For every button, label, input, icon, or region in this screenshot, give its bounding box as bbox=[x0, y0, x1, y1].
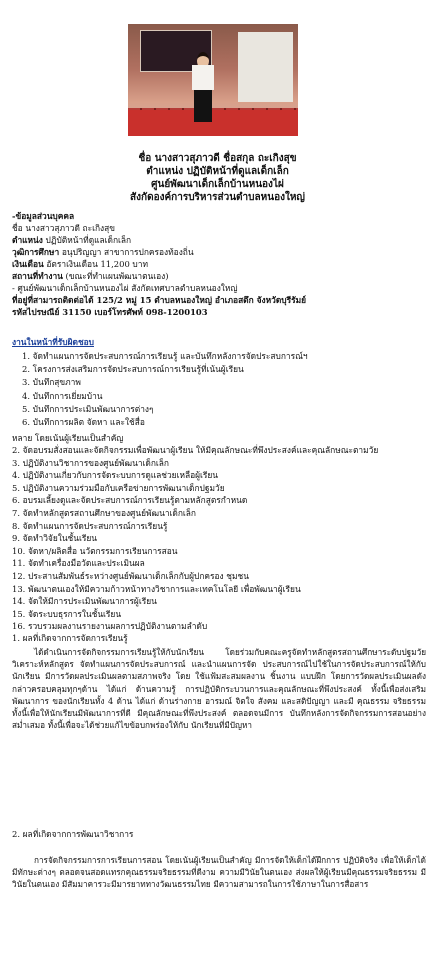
responsibilities-heading: งานในหน้าที่รับผิดชอบ bbox=[12, 337, 94, 347]
profile-photo bbox=[128, 24, 298, 136]
list-item: 14. จัดให้มีการประเมินพัฒนาการผู้เรียน bbox=[12, 596, 157, 607]
profile-header bbox=[0, 152, 435, 204]
whiteboard bbox=[238, 32, 293, 102]
section1-heading: 1. ผลที่เกิดจากการจัดการเรียนรู้ bbox=[12, 633, 128, 643]
name-line: ชื่อ นางสาวสุภาวดี ชื่อสกุล ถะเกิงสุข bbox=[138, 153, 297, 164]
salary-value: อัตราเงินเดือน 11,200 บาท bbox=[43, 259, 148, 269]
section1-body: ได้ดำเนินการจัดกิจกรรมการเรียนรู้ให้กับนักเรียน โดยร่วมกับคณะครูจัดทำหลักสูตรสถานศึกษาระดับปฐมวัย วิเคราะห์หลักสูตร จัดทำแผนการจัดประสบการณ์ และนำแผนการจัด ประสบการณ์ไปใช้ในการจัดประสบการณ์ให้กับนักเรียน มีการวัดผลประเมินผลตามสภาพจริง โดย ใช้แฟ้มสะสมผลงาน ชิ้นงาน แบบฝึก โดยการวัดผลประเมินผลดังกล่าวครอบคลุมทุกๆด้าน ได้แก่ ด้านความรู้ การปฏิบัติกระบวนการและคุณลักษณะที่พึงประสงค์ ทั้งนี้เพื่อส่งเสริมพัฒนาการ ของนักเรียนทั้ง 4 ด้าน ได้แก่ ด้านร่างกาย อารมณ์ จิตใจ สังคม และสติปัญญา และมี คุณธรรม จริยธรรม ทั้งนี้เพื่อให้นักเรียนมีพัฒนาการที่ดี มีคุณลักษณะที่พึงประสงค์ ตลอดจนมีการ บันทึกหลังการจัดกิจกรรมการสอนอย่างสม่ำเสมอ ทั้งนี้เพื่อจะได้ช่วยแก้ไขข้อบกพร่องให้กับ นักเรียนที่มีปัญหา bbox=[12, 647, 426, 731]
salary-label: เงินเดือน bbox=[12, 259, 44, 269]
address-line: ที่อยู่ที่สามารถติดต่อได้ 125/2 หมู่ 15 ตำบลหนองใหญ่ อำเภอสตึก จังหวัดบุรีรัมย์ bbox=[12, 295, 307, 305]
list-item: 2. จัดอบรมสั่งสอนและจัดกิจกรรมเพื่อพัฒนาผู้เรียน ให้มีคุณลักษณะที่พึงประสงค์และคุณลักษณะตามวัย bbox=[12, 445, 379, 455]
org-line: สังกัดองค์การบริหารส่วนตำบลหนองใหญ่ bbox=[130, 192, 305, 203]
list-item: 1. จัดทำแผนการจัดประสบการณ์การเรียนรู้ และบันทึกหลังการจัดประสบการณ์ฯ bbox=[22, 351, 308, 361]
person-figure bbox=[190, 52, 216, 132]
list-item: 7. จัดทำหลักสูตรสถานศึกษาของศูนย์พัฒนาเด็กเล็ก bbox=[12, 507, 196, 518]
list-item: 8. จัดทำแผนการจัดประสบการณ์การเรียนรู้ bbox=[12, 520, 168, 531]
section1-body-block bbox=[12, 646, 426, 731]
list-item: 5. บันทึกการประเมินพัฒนาการต่างๆ bbox=[22, 403, 154, 414]
section2-body-block bbox=[12, 854, 426, 891]
personal-name: ชื่อ นางสาวสุภาวดี ถะเกิงสุข bbox=[12, 223, 115, 233]
list-item: 3. ปฏิบัติงานวิชาการของศูนย์พัฒนาเด็กเล็ก bbox=[12, 457, 169, 468]
position-value: ปฏิบัติหน้าที่ดูแลเด็กเล็ก bbox=[42, 235, 132, 245]
list-item: 11. จัดทำเครื่องมือวัดและประเมินผล bbox=[12, 558, 145, 569]
education-label: วุฒิการศึกษา bbox=[12, 247, 60, 257]
list-item: 4. ปฏิบัติงานเกี่ยวกับการจัดระบบการดูแลช่วยเหลือผู้เรียน bbox=[12, 470, 219, 481]
list-item: 13. พัฒนาตนเองให้มีความก้าวหน้าทางวิชาการและเทคโนโลยี เพื่อพัฒนาผู้เรียน bbox=[12, 583, 301, 594]
postal-phone-line: รหัสไปรษณีย์ 31150 เบอร์โทรศัพท์ 098-1200103 bbox=[12, 307, 208, 317]
workplace-label: สถานที่ทำงาน bbox=[12, 271, 63, 281]
education-value: อนุปริญญา สาขาการปกครองท้องถิ่น bbox=[59, 247, 194, 257]
personal-salary bbox=[12, 258, 148, 270]
principal-tasks-heading: หลาย โดยเน้นผู้เรียนเป็นสำคัญ bbox=[12, 433, 124, 443]
personal-heading: -ข้อมูลส่วนบุคคล bbox=[12, 211, 75, 221]
list-item: 6. อบรมเลี้ยงดูและจัดประสบการณ์การเรียนรู้ตามหลักสูตรกำหนด bbox=[12, 495, 248, 506]
section2-body: การจัดกิจกรรมการการเรียนการสอน โดยเน้นผู้เรียนเป็นสำคัญ มีการจัดให้เด็กได้ฝึกการ ปฏิบัติจริง เพื่อให้เด็กได้มีทักษะต่างๆ ตลอดจนสอดแทรกคุณธรรมจริยธรรมที่ดีงาม ความมีวินัยในตนเอง ส่งผลให้ผู้เรียนมีคุณธรรมจริยธรรม มีวินัยในตนเอง มีสัมมาคารวะมีมารยาททางวัฒนธรรมไทย มีความสามารถในการใช้ภาษาในการสื่อสาร bbox=[12, 855, 426, 890]
personal-workplace bbox=[12, 270, 169, 282]
responsibilities-list bbox=[22, 350, 308, 429]
list-item: 5. ปฏิบัติงานความร่วมมือกับเครือข่ายการพัฒนาเด็กปฐมวัย bbox=[12, 482, 225, 493]
center-line: ศูนย์พัฒนาเด็กเล็กบ้านหนองไผ่ bbox=[151, 179, 284, 190]
list-item: 6. บันทึกการผลิต จัดหา และใช้สื่อ bbox=[22, 417, 145, 428]
list-item: 4. บันทึกการเยี่ยมบ้าน bbox=[22, 390, 103, 401]
workplace-detail: - ศูนย์พัฒนาเด็กเล็กบ้านหนองไผ่ สังกัดเทศบาลตำบลหนองใหญ่ bbox=[12, 283, 238, 293]
personal-education bbox=[12, 246, 194, 258]
list-item: 15. จัดระบบธุรการในชั้นเรียน bbox=[12, 608, 122, 619]
principal-tasks-list bbox=[12, 444, 378, 633]
personal-position bbox=[12, 234, 131, 246]
section2-heading: 2. ผลที่เกิดจากการพัฒนาวิชาการ bbox=[12, 829, 134, 839]
workplace-value: (ขณะที่ทำแผนพัฒนาตนเอง) bbox=[62, 271, 169, 281]
position-label: ตำแหน่ง bbox=[12, 235, 43, 245]
list-item: 2. โครงการส่งเสริมการจัดประสบการณ์การเรียนรู้ที่เน้นผู้เรียน bbox=[22, 364, 244, 375]
position-line: ตำแหน่ง ปฏิบัติหน้าที่ดูแลเด็กเล็ก bbox=[146, 166, 289, 177]
list-item: 16. รวบรวมผลงานรายงานผลการปฏิบัติงานตามลำดับ bbox=[12, 621, 208, 632]
list-item: 12. ประสานสัมพันธ์ระหว่างศูนย์พัฒนาเด็กเล็กกับผู้ปกครอง ชุมชน bbox=[12, 570, 249, 581]
list-item: 10. จัดหา/ผลิตสื่อ นวัตกรรมการเรียนการสอน bbox=[12, 545, 178, 556]
list-item: 3. บันทึกสุขภาพ bbox=[22, 377, 81, 388]
list-item: 9. จัดทำวิจัยในชั้นเรียน bbox=[12, 533, 97, 544]
